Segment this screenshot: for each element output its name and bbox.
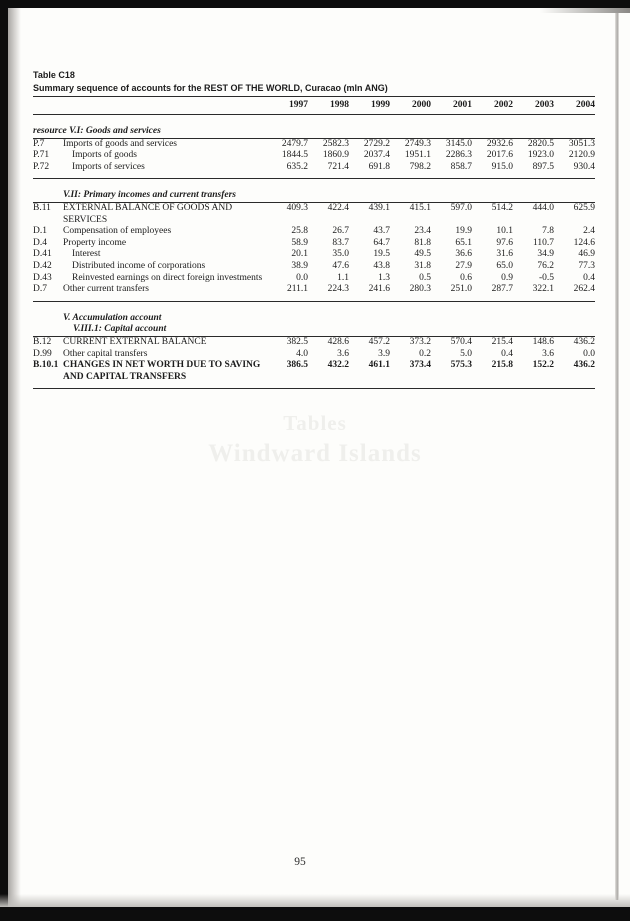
table-number-label: Table C18 xyxy=(33,70,75,80)
row-label: CHANGES IN NET WORTH DUE TO SAVING AND CAPITAL TRANSFERS xyxy=(63,360,267,389)
cell-value: 97.6 xyxy=(496,237,513,248)
scan-edge-top xyxy=(0,0,630,8)
cell-value: 428.6 xyxy=(327,336,349,347)
cell-value: 2820.5 xyxy=(527,138,554,149)
table-header xyxy=(33,97,595,115)
table-section xyxy=(33,179,595,301)
cell-value: 148.6 xyxy=(532,336,554,347)
cell-value: 1951.1 xyxy=(404,150,431,161)
row-code: D.1 xyxy=(33,226,47,237)
cell-value: 514.2 xyxy=(491,202,513,213)
cell-value: 31.6 xyxy=(496,249,513,260)
year-header: 2002 xyxy=(472,97,513,115)
row-code: D.4 xyxy=(33,237,47,248)
cell-value: 26.7 xyxy=(332,226,349,237)
cell-value: 76.2 xyxy=(537,260,554,271)
cell-value: 4.0 xyxy=(296,348,308,359)
watermark-line2: Windward Islands xyxy=(208,440,422,467)
row-label: Imports of goods xyxy=(72,150,137,161)
cell-value: 721.4 xyxy=(308,162,349,179)
cell-value: 215.4 xyxy=(491,336,513,347)
table-row xyxy=(33,261,595,273)
section-heading-label: V.III.1: Capital account xyxy=(33,324,595,336)
cell-value: 386.5 xyxy=(267,360,308,389)
cell-value: 152.2 xyxy=(513,360,554,389)
year-header: 2000 xyxy=(390,97,431,115)
row-code: D.42 xyxy=(33,260,52,271)
show-through-watermark xyxy=(0,408,630,470)
cell-value: 415.1 xyxy=(409,202,431,213)
section-heading xyxy=(33,126,595,138)
cell-value: 0.5 xyxy=(419,272,431,283)
cell-value: 64.7 xyxy=(373,237,390,248)
cell-value: 3051.3 xyxy=(568,138,595,149)
cell-value: 322.1 xyxy=(513,284,554,301)
cell-value: 124.6 xyxy=(573,237,595,248)
cell-value: 1860.9 xyxy=(322,150,349,161)
row-label: Imports of services xyxy=(63,162,267,179)
cell-value: 2932.6 xyxy=(486,138,513,149)
table-row xyxy=(33,238,595,250)
section-heading-label: V. Accumulation account xyxy=(63,312,162,323)
cell-value: 34.9 xyxy=(537,249,554,260)
cell-value: 1.3 xyxy=(378,272,390,283)
cell-value: 215.8 xyxy=(472,360,513,389)
cell-value: 27.9 xyxy=(455,260,472,271)
cell-value: 444.0 xyxy=(532,202,554,213)
row-label: Other capital transfers xyxy=(63,348,148,359)
row-code: D.99 xyxy=(33,348,52,359)
table-row xyxy=(33,138,595,150)
cell-value: 20.1 xyxy=(291,249,308,260)
cell-value: 0.0 xyxy=(296,272,308,283)
cell-value: 19.9 xyxy=(455,226,472,237)
cell-value: 382.5 xyxy=(286,336,308,347)
cell-value: 280.3 xyxy=(390,284,431,301)
cell-value: 422.4 xyxy=(327,202,349,213)
cell-value: 575.3 xyxy=(431,360,472,389)
cell-value: 691.8 xyxy=(349,162,390,179)
cell-value: 46.9 xyxy=(578,249,595,260)
table-row xyxy=(33,162,595,179)
row-label: Property income xyxy=(63,237,127,248)
row-label: Other current transfers xyxy=(63,284,267,301)
cell-value: 83.7 xyxy=(332,237,349,248)
cell-value: 65.0 xyxy=(496,260,513,271)
cell-value: 915.0 xyxy=(472,162,513,179)
cell-value: 2120.9 xyxy=(568,150,595,161)
row-label: Imports of goods and services xyxy=(63,138,177,149)
cell-value: 251.0 xyxy=(431,284,472,301)
cell-value: 2749.3 xyxy=(404,138,431,149)
cell-value: 439.1 xyxy=(368,202,390,213)
row-label: Distributed income of corporations xyxy=(72,260,206,271)
cell-value: 35.0 xyxy=(332,249,349,260)
cell-value: 2582.3 xyxy=(322,138,349,149)
cell-value: 930.4 xyxy=(554,162,595,179)
scan-edge-bottom xyxy=(0,907,630,921)
cell-value: 0.2 xyxy=(419,348,431,359)
cell-value: 2479.7 xyxy=(281,138,308,149)
cell-value: 625.9 xyxy=(573,202,595,213)
cell-value: 81.8 xyxy=(414,237,431,248)
cell-value: 38.9 xyxy=(291,260,308,271)
year-header: 1999 xyxy=(349,97,390,115)
section-gap xyxy=(33,115,595,127)
section-gap-cell xyxy=(33,115,595,127)
table-row xyxy=(33,226,595,238)
page-edge-right xyxy=(615,10,619,900)
page-binding-shadow xyxy=(8,8,21,908)
cell-value: 461.1 xyxy=(349,360,390,389)
row-label: EXTERNAL BALANCE OF GOODS AND SERVICES xyxy=(63,202,233,225)
table-row xyxy=(33,284,595,301)
cell-value: 635.2 xyxy=(267,162,308,179)
page-bottom-shadow xyxy=(0,894,630,907)
cell-value: 2286.3 xyxy=(445,150,472,161)
cell-value: 47.6 xyxy=(332,260,349,271)
table-section xyxy=(33,115,595,179)
table-row xyxy=(33,249,595,261)
cell-value: 110.7 xyxy=(532,237,554,248)
cell-value: 373.4 xyxy=(390,360,431,389)
row-label: CURRENT EXTERNAL BALANCE xyxy=(63,336,207,347)
cell-value: 10.1 xyxy=(496,226,513,237)
page-stack-edge xyxy=(540,8,630,13)
cell-value: 0.4 xyxy=(501,348,513,359)
section-heading xyxy=(33,313,595,325)
table-section xyxy=(33,301,595,389)
cell-value: 0.0 xyxy=(583,348,595,359)
cell-value: 373.2 xyxy=(409,336,431,347)
accounts-table xyxy=(33,97,595,389)
cell-value: 287.7 xyxy=(472,284,513,301)
cell-value: 798.2 xyxy=(390,162,431,179)
cell-value: 262.4 xyxy=(554,284,595,301)
cell-value: 436.2 xyxy=(554,360,595,389)
cell-value: 570.4 xyxy=(450,336,472,347)
cell-value: 43.7 xyxy=(373,226,390,237)
cell-value: -0.5 xyxy=(538,272,554,283)
document-title: Summary sequence of accounts for the REST OF THE WORLD, Curacao (mln ANG) xyxy=(33,83,595,97)
cell-value: 58.9 xyxy=(291,237,308,248)
cell-value: 0.4 xyxy=(583,272,595,283)
section-gap xyxy=(33,179,595,191)
section-heading xyxy=(33,190,595,202)
cell-value: 897.5 xyxy=(513,162,554,179)
cell-value: 3.6 xyxy=(542,348,554,359)
row-code: P.72 xyxy=(33,162,63,179)
row-code: B.11 xyxy=(33,202,51,213)
table-row xyxy=(33,349,595,361)
row-code: B.10.1 xyxy=(33,360,63,389)
scan-edge-left xyxy=(0,0,8,921)
row-code: D.43 xyxy=(33,272,52,283)
table-row xyxy=(33,202,595,226)
cell-value: 25.8 xyxy=(291,226,308,237)
watermark-line1: Tables xyxy=(283,411,347,435)
year-header: 2001 xyxy=(431,97,472,115)
year-header: 2003 xyxy=(513,97,554,115)
cell-value: 77.3 xyxy=(578,260,595,271)
cell-value: 409.3 xyxy=(286,202,308,213)
cell-value: 19.5 xyxy=(373,249,390,260)
cell-value: 436.2 xyxy=(573,336,595,347)
table-row xyxy=(33,360,595,389)
section-heading xyxy=(33,324,595,336)
section-gap-cell xyxy=(33,179,595,191)
row-label: Reinvested earnings on direct foreign investments xyxy=(72,272,263,283)
cell-value: 457.2 xyxy=(368,336,390,347)
cell-value: 1.1 xyxy=(337,272,349,283)
cell-value: 0.6 xyxy=(460,272,472,283)
cell-value: 5.0 xyxy=(460,348,472,359)
section-heading-label: resource V.I: Goods and services xyxy=(33,126,595,138)
cell-value: 43.8 xyxy=(373,260,390,271)
row-label: Interest xyxy=(72,249,101,260)
header-spacer-cell xyxy=(33,97,267,115)
cell-value: 3145.0 xyxy=(445,138,472,149)
cell-value: 23.4 xyxy=(414,226,431,237)
section-gap xyxy=(33,301,595,313)
cell-value: 65.1 xyxy=(455,237,472,248)
years-row xyxy=(33,97,595,115)
cell-value: 7.8 xyxy=(542,226,554,237)
year-header: 1997 xyxy=(267,97,308,115)
row-code: D.41 xyxy=(33,249,52,260)
cell-value: 3.9 xyxy=(378,348,390,359)
cell-value: 432.2 xyxy=(308,360,349,389)
cell-value: 36.6 xyxy=(455,249,472,260)
cell-value: 1923.0 xyxy=(527,150,554,161)
cell-value: 2729.2 xyxy=(363,138,390,149)
cell-value: 224.3 xyxy=(308,284,349,301)
table-row xyxy=(33,150,595,162)
cell-value: 31.8 xyxy=(414,260,431,271)
cell-value: 1844.5 xyxy=(281,150,308,161)
cell-value: 597.0 xyxy=(450,202,472,213)
cell-value: 2017.6 xyxy=(486,150,513,161)
cell-value: 2.4 xyxy=(583,226,595,237)
row-code: P.7 xyxy=(33,138,45,149)
section-gap-cell xyxy=(33,301,595,313)
row-code: D.7 xyxy=(33,284,63,301)
row-code: B.12 xyxy=(33,336,52,347)
row-label: Compensation of employees xyxy=(63,226,172,237)
cell-value: 2037.4 xyxy=(363,150,390,161)
cell-value: 49.5 xyxy=(414,249,431,260)
cell-value: 211.1 xyxy=(267,284,308,301)
table-row xyxy=(33,336,595,348)
section-heading-label: V.II: Primary incomes and current transfers xyxy=(33,190,595,202)
document-content xyxy=(33,70,595,389)
cell-value: 858.7 xyxy=(431,162,472,179)
cell-value: 241.6 xyxy=(349,284,390,301)
table-row xyxy=(33,273,595,285)
year-header: 2004 xyxy=(554,97,595,115)
year-header: 1998 xyxy=(308,97,349,115)
page-number: 95 xyxy=(294,856,306,868)
cell-value: 3.6 xyxy=(337,348,349,359)
row-code: P.71 xyxy=(33,150,50,161)
cell-value: 0.9 xyxy=(501,272,513,283)
